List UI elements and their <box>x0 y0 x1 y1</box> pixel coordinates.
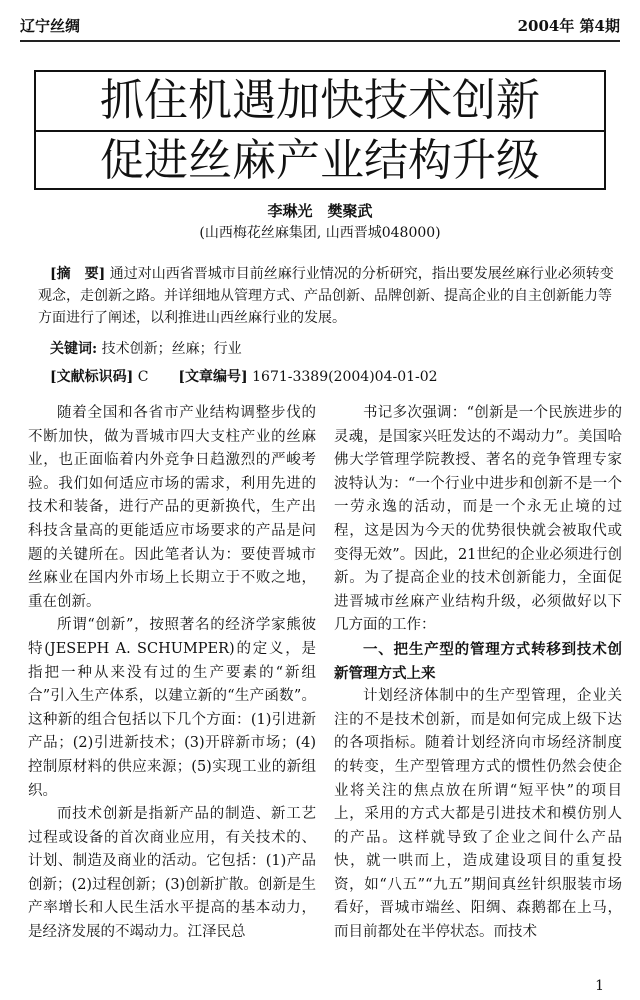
left-column <box>28 402 316 945</box>
paragraph: 计划经济体制中的生产型管理，企业关注的不是技术创新，而是如何完成上级下达的各项指标。随着计划经济向市场经济制度的转变，生产型管理方式的惯性仍然会使企业将关注的焦点放在所谓“短平快”的项目上，采用的方式大都是引进技术和模仿别人的产品。这样就导致了企业之间什么产品快，就一哄而上，造成建设项目的重复投资，如“八五”“九五”期间真丝针织服装市场看好，晋城市端丝、阳绸、森鹅都在上马，而目前都处在半停状态。而技术 <box>334 688 622 941</box>
paragraph: 随着全国和各省市产业结构调整步伐的不断加快，做为晋城市四大支柱产业的丝麻业，也正面临着内外竞争日趋激烈的严峻考验。我们如何适应市场的需求，利用先进的技术和装备，进行产品的更新换代，生产出科技含量高的更能适应市场要求的产品是问题的关键所在。因此笔者认为：要使晋城市丝麻业在国内外市场上长期立于不败之地，重在创新。 <box>28 405 316 610</box>
article-number <box>178 366 437 386</box>
abstract-label: [摘 要] <box>50 266 106 282</box>
right-column <box>334 402 622 945</box>
document-ids <box>50 366 438 386</box>
running-header <box>20 10 620 42</box>
doc-code-value: C <box>137 369 149 385</box>
article-number-value: 1671-3389(2004)04-01-02 <box>252 369 438 385</box>
section-heading: 一、把生产型的管理方式转移到技术创新管理方式上来 <box>334 640 622 682</box>
paragraph: 书记多次强调：“创新是一个民族进步的灵魂，是国家兴旺发达的不竭动力”。美国哈佛大学管理学院教授、著名的竞争管理专家波特认为：“一个行业中进步和创新不是一个一劳永逸的活动，而是一个永无止境的过程，这是因为今天的优势很快就会被取代或变得无效”。因此，21世纪的企业必须进行创新。为了提高企业的技术创新能力，全面促进晋城市丝麻产业结构升级，必须做好以下几方面的工作： <box>334 405 622 634</box>
doc-code-label: [文献标识码] <box>50 369 134 385</box>
abstract-text: 通过对山西省晋城市目前丝麻行业情况的分析研究，指出要发展丝麻行业必须转变观念，走创新之路。并详细地从管理方式、产品创新、品牌创新、提高企业的自主创新能力等方面进行了阐述，以利推进山西丝麻行业的发展。 <box>38 266 614 326</box>
affiliation: (山西梅花丝麻集团, 山西晋城048000) <box>199 225 441 241</box>
title-box <box>34 70 606 190</box>
issue-label: 2004年 第4期 <box>517 17 620 35</box>
keywords-label: 关键词: <box>50 341 98 357</box>
keywords-text: 技术创新；丝麻；行业 <box>101 341 242 357</box>
doc-code <box>50 366 148 386</box>
title-line-2: 促进丝麻产业结构升级 <box>100 135 540 186</box>
article-number-label: [文章编号] <box>178 369 248 385</box>
journal-name: 辽宁丝绸 <box>20 17 81 35</box>
authors: 李琳光 樊聚武 <box>267 202 373 220</box>
paragraph: 所谓“创新”，按照著名的经济学家熊彼特(JESEPH A. SCHUMPER)的定义，是指把一种从来没有过的生产要素的“新组合”引入生产体系，以建立新的“生产函数”。这种新的组合包括以下几个方面：(1)引进新产品；(2)引进新技术；(3)开辟新市场；(4)控制原材料的供应来源；(5)实现工业的新组织。 <box>28 617 316 799</box>
paragraph: 而技术创新是指新产品的制造、新工艺过程或设备的首次商业应用，有关技术的、计划、制造及商业的活动。它包括：(1)产品创新；(2)过程创新；(3)创新扩散。创新是生产率增长和人民生活水平提高的基本动力，是经济发展的不竭动力。江泽民总 <box>28 806 316 941</box>
page-number: 1 <box>595 978 604 994</box>
abstract <box>38 263 618 329</box>
title-line-1: 抓住机遇加快技术创新 <box>36 72 604 132</box>
keywords <box>50 338 242 358</box>
